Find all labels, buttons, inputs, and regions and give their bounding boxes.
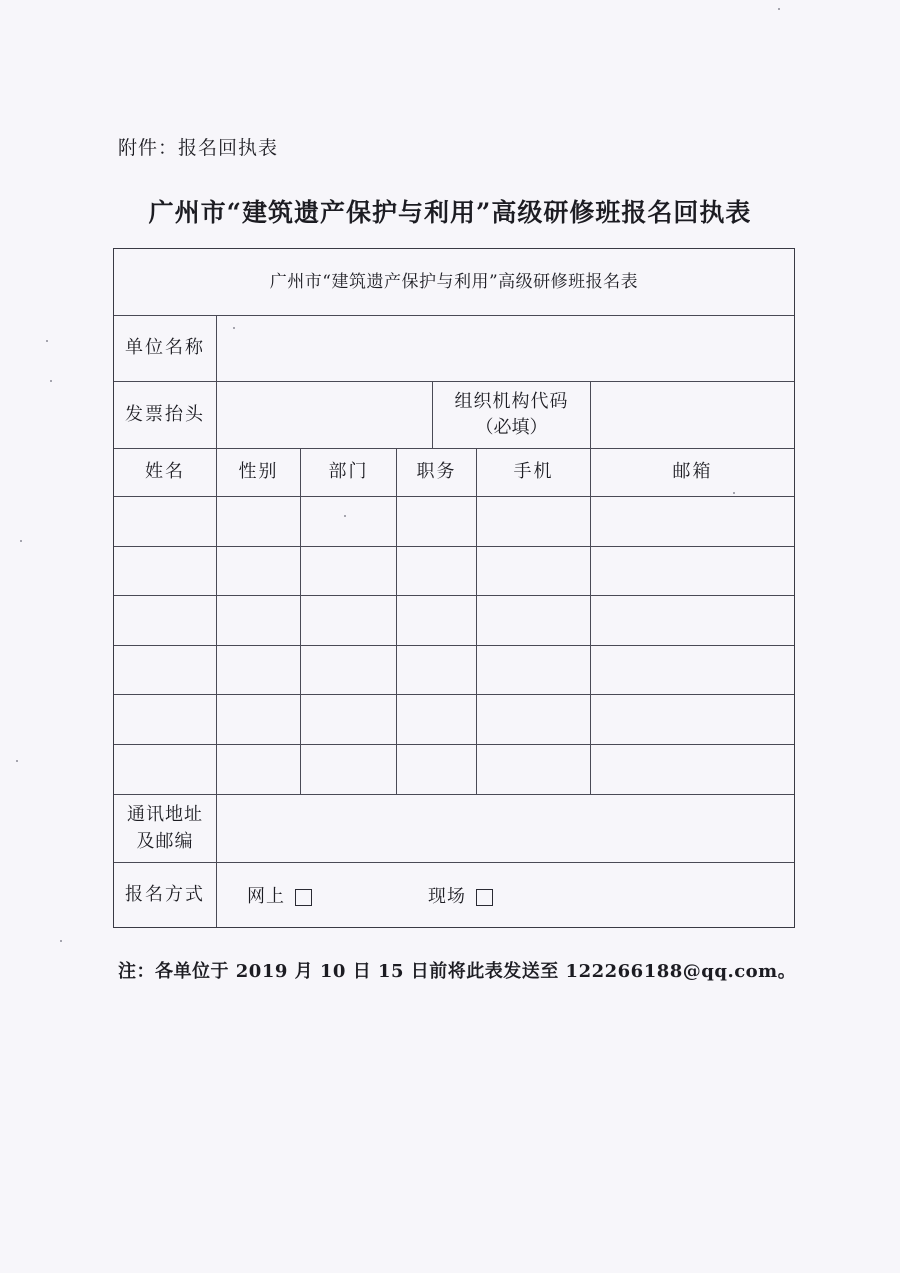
table-cell[interactable] <box>114 547 217 596</box>
table-cell[interactable] <box>591 695 794 745</box>
online-checkbox[interactable] <box>295 889 312 906</box>
org-code-label-line2: （必填） <box>475 417 548 438</box>
col-header-position-text: 职务 <box>416 461 457 483</box>
table-cell[interactable] <box>397 745 477 795</box>
table-cell[interactable] <box>477 745 591 795</box>
col-header-department-text: 部门 <box>328 461 369 483</box>
deadline-note: 注：各单位于 2019 月 10 日 15 日前将此表发送至 122266188@qq.com。 <box>118 961 797 982</box>
table-cell[interactable] <box>477 547 591 596</box>
form-subtitle-text: 广州市“建筑遗产保护与利用”高级研修班报名表 <box>269 271 639 292</box>
unit-name-field[interactable] <box>217 316 794 382</box>
option-onsite[interactable] <box>428 884 493 910</box>
table-cell[interactable] <box>301 547 397 596</box>
table-cell[interactable] <box>477 596 591 646</box>
address-label <box>114 795 217 863</box>
col-header-gender-text: 性别 <box>238 461 279 483</box>
option-onsite-label: 现场 <box>428 886 466 907</box>
method-options <box>217 863 794 927</box>
table-cell[interactable] <box>217 547 301 596</box>
onsite-checkbox[interactable] <box>476 889 493 906</box>
table-cell[interactable] <box>114 646 217 695</box>
table-cell[interactable] <box>591 646 794 695</box>
org-code-label-line1: 组织机构代码 <box>454 390 569 412</box>
option-online-label: 网上 <box>247 886 285 907</box>
address-label-line2: 及邮编 <box>136 830 194 852</box>
col-header-email-text: 邮箱 <box>672 461 713 483</box>
col-header-position <box>397 449 477 497</box>
table-cell[interactable] <box>114 497 217 547</box>
table-cell[interactable] <box>301 646 397 695</box>
method-label <box>114 863 217 927</box>
unit-name-label <box>114 316 217 382</box>
table-cell[interactable] <box>217 596 301 646</box>
table-cell[interactable] <box>114 596 217 646</box>
invoice-field[interactable] <box>217 382 433 449</box>
table-cell[interactable] <box>217 646 301 695</box>
col-header-email <box>591 449 794 497</box>
table-cell[interactable] <box>591 497 794 547</box>
invoice-label-text: 发票抬头 <box>125 403 205 425</box>
table-cell[interactable] <box>301 596 397 646</box>
table-cell[interactable] <box>397 547 477 596</box>
col-header-gender <box>217 449 301 497</box>
table-cell[interactable] <box>477 497 591 547</box>
col-header-department <box>301 449 397 497</box>
address-field[interactable] <box>217 795 794 863</box>
org-code-field[interactable] <box>591 382 794 449</box>
col-header-name <box>114 449 217 497</box>
table-cell[interactable] <box>591 745 794 795</box>
invoice-label <box>114 382 217 449</box>
table-cell[interactable] <box>301 497 397 547</box>
unit-name-label-text: 单位名称 <box>125 337 205 359</box>
option-online[interactable] <box>247 884 312 910</box>
org-code-label <box>433 382 591 449</box>
table-cell[interactable] <box>217 497 301 547</box>
col-header-phone-text: 手机 <box>513 461 554 483</box>
attachment-label: 附件：报名回执表 <box>118 137 279 159</box>
method-label-text: 报名方式 <box>125 883 205 905</box>
table-cell[interactable] <box>477 695 591 745</box>
table-cell[interactable] <box>301 745 397 795</box>
table-cell[interactable] <box>591 547 794 596</box>
table-cell[interactable] <box>477 646 591 695</box>
col-header-phone <box>477 449 591 497</box>
table-cell[interactable] <box>397 695 477 745</box>
address-label-line1: 通讯地址 <box>127 804 203 826</box>
table-cell[interactable] <box>397 646 477 695</box>
table-cell[interactable] <box>114 695 217 745</box>
table-cell[interactable] <box>591 596 794 646</box>
table-cell[interactable] <box>217 745 301 795</box>
registration-form <box>113 248 795 928</box>
form-subtitle <box>114 249 794 316</box>
table-cell[interactable] <box>217 695 301 745</box>
page-title: 广州市“建筑遗产保护与利用”高级研修班报名回执表 <box>148 198 752 227</box>
table-cell[interactable] <box>301 695 397 745</box>
table-cell[interactable] <box>114 745 217 795</box>
col-header-name-text: 姓名 <box>145 461 185 483</box>
table-cell[interactable] <box>397 596 477 646</box>
table-cell[interactable] <box>397 497 477 547</box>
